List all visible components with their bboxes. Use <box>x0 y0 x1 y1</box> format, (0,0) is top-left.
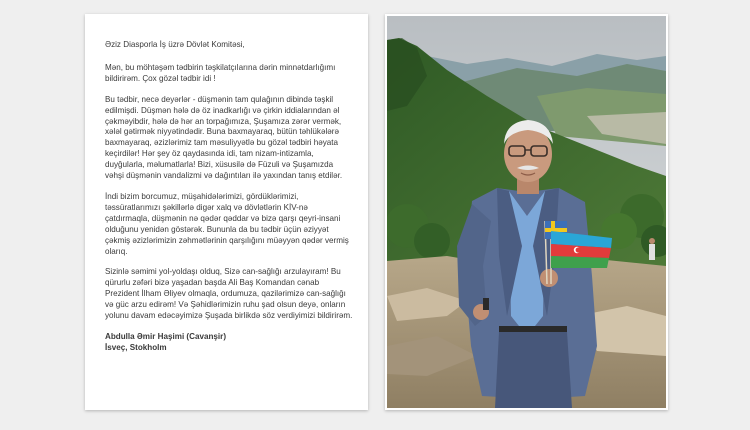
signature-place: İsveç, Stokholm <box>105 342 167 352</box>
letter-paragraph-3: İndi bizim borcumuz, müşahidələrimizi, gördüklərimizi, təssüratlarımızı şəkillərlə digər xalq və dövlətlərin KİV-nə çatdırmaqla, düşmənin nə qədər qəddar və bizə qarşı qeyri-insani olduğunu yenidən göstərək. Bununla da bu tədbir üçün əziyyət çəkmiş əzizlərimizin zəhmətlərinin qarşılığını müəyyən qədər vermiş olarıq. <box>105 191 349 256</box>
letter-paragraph-2: Bu tədbir, necə deyərlər - düşmənin tam qulağının dibində təşkil edilmişdi. Düşmən hələ də öz inadkarlığı və çirkin iddialarından əl çəkməyibdir, hələ də hər an torpağımıza, Şuşamıza zərər vermək, xələl gətirmək niyyətindədir. Buna baxmayaraq, bütün təhlükələrə baxmayaraq, əzizlərimiz tam məsuliyyətlə bu gözəl tədbiri həyata keçirdilər! Hər şey öz qaydasında idi, tam nizam-intizamla, duyğularla, məlumatlarla! Bizi, xüsusilə də Füzuli və Şuşamızda vəhşi düşmənin vandalizmi və dağıntıları ilə yaxından tanış etdilər. <box>105 94 343 181</box>
letter-panel <box>85 14 368 410</box>
letter-paragraph-1: Mən, bu möhtəşəm tədbirin təşkilatçılarına dərin minnətdarlığımı bildirirəm. Çox gözəl tədbir idi ! <box>105 62 336 83</box>
signature-name: Abdulla Əmir Haşimi (Cavanşir) <box>105 331 227 341</box>
photo-panel <box>385 14 668 410</box>
letter-greeting: Əziz Diasporla İş üzrə Dövlət Komitəsi, <box>105 40 245 49</box>
letter-paragraph-4: Sizinlə səmimi yol-yoldaşı olduq, Sizə can-sağlığı arzulayıram! Bu qürurlu zəfəri bizə yaşadan başda Ali Baş Komandan cənab Prezident İlham Əliyev olmaqla, ordumuza, qazilərimizə can-sağlığı və güc arzu edirəm! Və Şəhidlərimizin ruhu şad olsun deyə, onların yolunu davam edəcəyimizə Şuşada birlikdə söz verdiyimizi bildirirəm. <box>105 267 353 321</box>
photo-man-with-flags <box>387 16 666 408</box>
